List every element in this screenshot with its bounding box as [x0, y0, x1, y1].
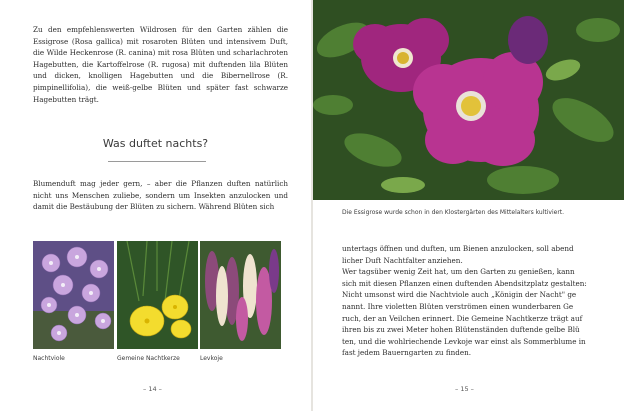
text-line: ihren bis zu zwei Meter hohen Blütenständen duftende gelbe Blü	[342, 325, 580, 335]
text-line: fast jedem Bauerngarten zu finden.	[342, 348, 472, 358]
caption-essigrose: Die Essigrose wurde schon in den Klostergärten des Mittelalters kultiviert.	[342, 209, 565, 216]
caption-levkoje: Levkoje	[200, 355, 223, 362]
caption-nachtkerze: Gemeine Nachtkerze	[117, 355, 180, 362]
photo-gemeine-nachtkerze	[117, 241, 198, 349]
page-number-right: – 15 –	[455, 385, 474, 393]
text-line: nannt. Ihre violetten Blüten verströmen einen wunderbaren Ge	[342, 301, 574, 311]
text-line: licher Duft Nachtfalter anziehen.	[342, 255, 463, 265]
left-paragraph-blumenduft: Blumenduft mag jeder gern, – aber die Pflanzen duften natürlich nicht uns Menschen zuliebe, sondern um Insekten anzulocken und damit die Bestäubung der Blüten zu sichern. Während Blüten sich	[33, 179, 288, 212]
text-line: untertags öffnen und duften, um Bienen anzulocken, soll abend	[342, 244, 574, 253]
photo-levkoje	[200, 241, 281, 349]
photo-essigrose	[313, 0, 624, 200]
text-line: Wer tagsüber wenig Zeit hat, um den Garten zu genießen, kann	[342, 267, 575, 277]
left-paragraph-wildrosen: Zu den empfehlenswerten Wildrosen für den Garten zählen die Essigrose (Rosa gallica) mit rosaroten Blüten und intensivem Duft, die Wilde Heckenrose (R. canina) mit rosa Blüten und scharlachroten Hagebutten, die Kartoffelrose (R. rugosa) mit duftenden lila Blüten und dicken, knolligen Hagebutten und die Bibernellrose (R. pimpinellifolia), die weiß-gelbe Blüten und später fast schwarze Hagebutten trägt.	[33, 25, 288, 104]
text-line: sich mit diesen Pflanzen einen duftenden Abendsitzplatz gestalten:	[342, 278, 587, 288]
heading-divider	[108, 161, 206, 162]
text-line: ruch, der an Veilchen erinnert. Die Gemeine Nachtkerze trägt auf	[342, 313, 583, 323]
caption-nachtviole: Nachtviole	[33, 355, 65, 362]
page-number-left: – 14 –	[143, 385, 162, 393]
section-heading: Was duftet nachts?	[102, 137, 209, 150]
right-paragraph-nachtduft	[342, 243, 596, 359]
text-line: ten, und die wohlriechende Levkoje war einst als Sommerblume in	[342, 336, 586, 346]
text-line: Nicht umsonst wird die Nachtviole auch „Königin der Nacht" ge	[342, 290, 577, 300]
photo-nachtviole	[33, 241, 114, 349]
